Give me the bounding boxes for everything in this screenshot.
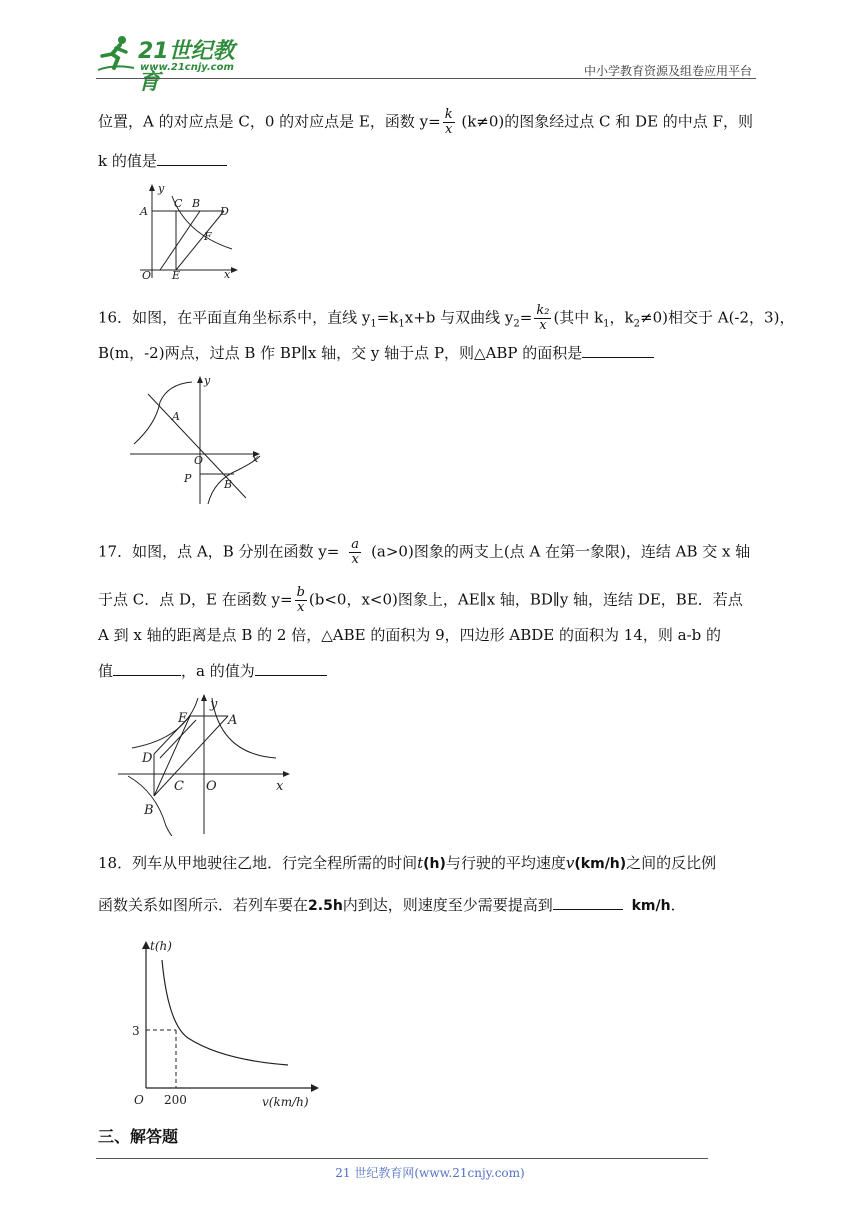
fig15-label-C: C <box>174 197 183 210</box>
fig15-label-y: y <box>158 182 165 195</box>
q18-answer-blank <box>553 895 623 910</box>
q17-line4: 值 ，a 的值为 <box>98 660 327 682</box>
q18-figure <box>126 938 320 1112</box>
fig18-label-v-axis: v(km/h) <box>262 1095 309 1109</box>
fig16-label-P: P <box>184 472 192 485</box>
q15-line2: k 的值是 <box>98 150 227 172</box>
footer-divider <box>96 1158 708 1159</box>
q15-figure <box>136 182 240 282</box>
fig16-label-B: B <box>224 478 233 491</box>
q17-line2: 于点 C．点 D，E 在函数 y= $\frac{b}{x}$ (b<0，x<0)图象上，AE∥x 轴，BD∥y 轴，连结 DE，BE．若点 <box>98 585 743 615</box>
footer-text: 21 世纪教育网(www.21cnjy.com) <box>335 1166 525 1180</box>
q15-fraction: $\frac{k}{x}$ <box>444 107 453 137</box>
fig16-label-A: A <box>172 410 180 423</box>
q18-line2: 函数关系如图所示．若列车要在2.5h内到达，则速度至少需要提高到 km/h． <box>98 896 686 914</box>
fig17-label-B: B <box>144 803 154 818</box>
fig17-label-E: E <box>178 711 188 726</box>
fig17-label-C: C <box>174 779 184 794</box>
fig18-label-200: 200 <box>164 1093 187 1107</box>
fig15-label-O: O <box>142 269 152 282</box>
fig16-label-O: O <box>194 454 204 467</box>
runner-logo-icon <box>96 34 136 74</box>
fig15-label-D: D <box>220 205 229 218</box>
fig16-label-x: x <box>252 452 259 465</box>
q17-line1: 17．如图，点 A，B 分别在函数 y= $\frac{a}{x}$ (a>0)图象的两支上(点 A 在第一象限)，连结 AB 交 x 轴 <box>98 537 751 567</box>
q17-fraction-b: $\frac{b}{x}$ <box>296 585 305 615</box>
fig15-label-B: B <box>192 197 201 210</box>
header-logo <box>96 34 256 95</box>
fig17-label-x: x <box>276 779 284 794</box>
header-divider <box>96 78 756 79</box>
fig18-label-three: 3 <box>132 1024 140 1038</box>
q17-fraction-a: $\frac{a}{x}$ <box>351 537 360 567</box>
fig15-label-A: A <box>140 205 148 218</box>
section-title: 三、解答题 <box>98 1127 179 1146</box>
fig18-label-origin: O <box>134 1093 144 1107</box>
logo-main-text: 21世纪教育 <box>138 39 235 95</box>
q16-fraction: $\frac{\text{k₂}}{x}$ <box>536 303 550 333</box>
fig18-label-t-axis: t(h) <box>150 939 172 953</box>
fig17-label-O: O <box>206 779 217 794</box>
fig15-label-F: F <box>204 230 212 243</box>
fig17-label-y: y <box>210 697 218 712</box>
logo-url-text: www.21cnjy.com <box>140 62 234 73</box>
q17-answer-blank-1 <box>113 661 181 676</box>
q15-answer-blank <box>157 151 227 166</box>
fig15-label-E: E <box>172 269 181 282</box>
fig17-label-D: D <box>142 751 153 766</box>
q18-line1: 18．列车从甲地驶往乙地．行完全程所需的时间t(h)与行驶的平均速度v(km/h)之间的反比例 <box>98 854 717 872</box>
fig16-label-y: y <box>204 374 211 387</box>
q16-line2: B(m，-2)两点，过点 B 作 BP∥x 轴，交 y 轴于点 P，则△ABP 的面积是 <box>98 342 654 364</box>
q16-line1: 16．如图，在平面直角坐标系中，直线 $y_1=k_1x+b$ 与双曲线 $y_2=$ $\frac{\text{k₂}}{x}$ (其中 $k_1$，$k_2\ne 0$)相交于 A(-2，3)， <box>98 303 795 333</box>
fig15-label-x: x <box>224 268 231 281</box>
fig17-label-A: A <box>228 713 238 728</box>
header-platform-text: 中小学教育资源及组卷应用平台 <box>583 64 752 78</box>
q17-line3: A 到 x 轴的距离是点 B 的 2 倍，△ABE 的面积为 9，四边形 ABDE 的面积为 14，则 a-b 的 <box>98 626 722 644</box>
q17-answer-blank-2 <box>255 661 327 676</box>
q17-figure <box>116 694 292 836</box>
q16-figure <box>128 374 264 506</box>
q16-answer-blank <box>582 343 654 358</box>
q15-line1: 位置，A 的对应点是 C，0 的对应点是 E，函数 y= $\frac{k}{x}$ (k≠0)的图象经过点 C 和 DE 的中点 F，则 <box>98 107 753 137</box>
